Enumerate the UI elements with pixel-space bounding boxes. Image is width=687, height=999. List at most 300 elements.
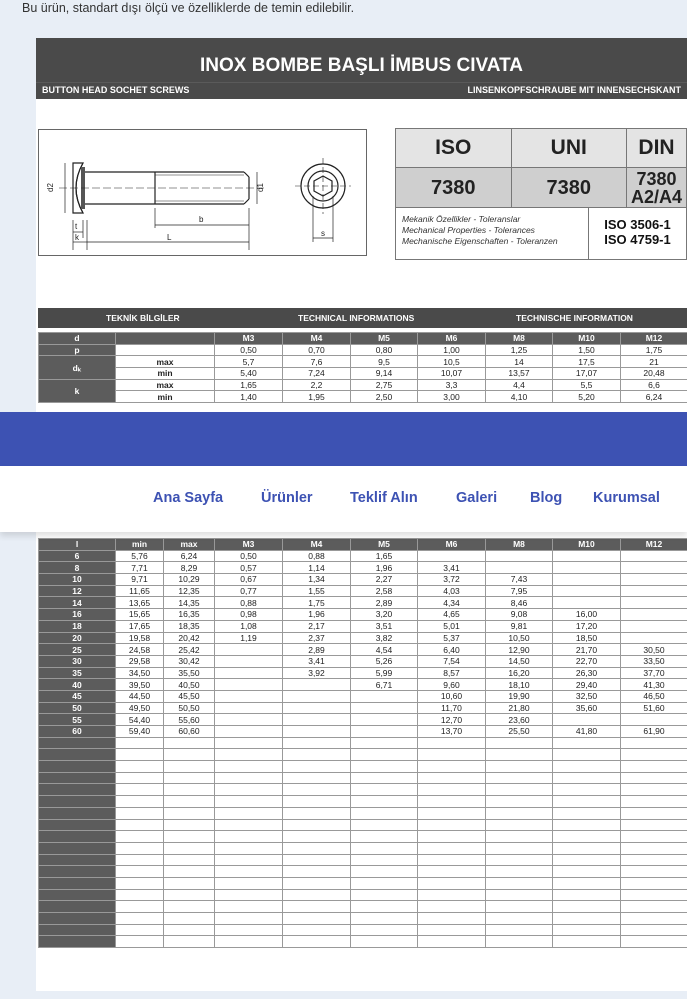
cell: 25,42 [164,644,215,656]
size-header: M10 [553,333,621,345]
table-row [39,609,687,621]
cell [215,877,283,889]
row-label: 55 [39,714,116,726]
cell [164,831,215,843]
cell: 4,54 [351,644,418,656]
cell [164,772,215,784]
cell [418,854,486,866]
cell: 26,30 [553,667,621,679]
cell [486,854,553,866]
table-row [39,597,687,609]
cell [116,772,164,784]
cell [283,901,351,913]
cell [553,562,621,574]
cell [553,761,621,773]
cell [621,784,687,796]
label-t: t [75,222,78,231]
subtitle-en: BUTTON HEAD SOCHET SCREWS [42,85,190,95]
cell: 9,08 [486,609,553,621]
cell: 4,4 [486,379,553,391]
cell [553,901,621,913]
cell: 7,71 [116,562,164,574]
cell [283,913,351,925]
cell [116,737,164,749]
cell [116,831,164,843]
cell: 2,27 [351,574,418,586]
cell [553,924,621,936]
cell [553,819,621,831]
cell: 9,71 [116,574,164,586]
cell [486,819,553,831]
std-value-uni: 7380 [511,168,627,208]
cell: 12,90 [486,644,553,656]
cell [553,597,621,609]
cell [215,690,283,702]
column-header: l [39,539,116,551]
nav-home[interactable]: Ana Sayfa [153,490,224,506]
std-header-uni: UNI [511,129,627,168]
cell: 3,20 [351,609,418,621]
cell [215,831,283,843]
nav-gallery[interactable]: Galeri [456,490,498,506]
cell [164,924,215,936]
cell: 25,50 [486,726,553,738]
empty-row [39,761,687,773]
row-label: 30 [39,655,116,667]
cell: 0,77 [215,585,283,597]
table-row [39,644,687,656]
cell [164,936,215,948]
cell [164,761,215,773]
cell: 16,00 [553,609,621,621]
size-header: M8 [486,333,553,345]
column-header: M4 [283,539,351,551]
cell: 40,50 [164,679,215,691]
cell: 5,99 [351,667,418,679]
cell: 2,50 [351,391,418,403]
cell [553,550,621,562]
cell [621,737,687,749]
cell [164,819,215,831]
cell [486,807,553,819]
cell: 0,50 [215,344,283,356]
cell [116,924,164,936]
cell: 45,50 [164,690,215,702]
cell [215,761,283,773]
screw-drawing-icon [39,130,366,255]
cell [418,889,486,901]
cell [116,807,164,819]
row-label: 14 [39,597,116,609]
cell [283,854,351,866]
cell [39,784,116,796]
cell [621,889,687,901]
table-row [39,632,687,644]
cell: 10,5 [418,356,486,368]
cell: 12,35 [164,585,215,597]
iso-ref-2: ISO 4759-1 [604,232,671,247]
row-label: p [39,344,116,356]
cell [215,819,283,831]
column-header: M10 [553,539,621,551]
cell: 33,50 [621,655,687,667]
cell: 2,58 [351,585,418,597]
cell [621,585,687,597]
cell [39,936,116,948]
cell [621,913,687,925]
cell: 3,41 [418,562,486,574]
table-row [39,620,687,632]
technical-info-bar [38,308,687,328]
cell [283,924,351,936]
cell [351,796,418,808]
cell [39,901,116,913]
cell [486,550,553,562]
empty-row [39,877,687,889]
cell [351,726,418,738]
cell: 20,42 [164,632,215,644]
std-header-din: DIN [627,129,687,168]
cell: 17,07 [553,368,621,380]
cell [621,772,687,784]
max-label: max [116,379,215,391]
mech-line-tr: Mekanik Özellikler - Toleranslar [402,214,521,224]
cell [621,714,687,726]
cell: 2,37 [283,632,351,644]
cell [283,761,351,773]
cell: 17,20 [553,620,621,632]
cell [164,749,215,761]
empty-row [39,854,687,866]
cell [215,702,283,714]
cell [621,819,687,831]
cell: 1,65 [215,379,283,391]
cell [418,784,486,796]
cell [621,609,687,621]
cell [39,842,116,854]
cell: 14,35 [164,597,215,609]
label-s: s [321,229,325,238]
cell: 6,40 [418,644,486,656]
cell [283,807,351,819]
cell [418,749,486,761]
cell [283,796,351,808]
cell [553,936,621,948]
cell [39,924,116,936]
cell [486,866,553,878]
cell: 17,65 [116,620,164,632]
cell [553,842,621,854]
empty-row [39,796,687,808]
cell [621,597,687,609]
label-k: k [75,233,79,242]
cell: 46,50 [621,690,687,702]
row-label: k [39,379,116,402]
cell [215,737,283,749]
row-label: 60 [39,726,116,738]
cell: 9,60 [418,679,486,691]
cell: 2,17 [283,620,351,632]
cell: 5,5 [553,379,621,391]
cell [116,901,164,913]
cell [418,936,486,948]
cell [621,901,687,913]
cell: 51,60 [621,702,687,714]
cell [418,866,486,878]
cell [215,784,283,796]
cell [621,842,687,854]
cell: 1,55 [283,585,351,597]
cell: 18,50 [553,632,621,644]
size-header: M6 [418,333,486,345]
cell [418,772,486,784]
cell: 50,50 [164,702,215,714]
nav-corporate[interactable]: Kurumsal [593,490,660,506]
cell: 18,10 [486,679,553,691]
cell [351,737,418,749]
cell: 5,26 [351,655,418,667]
cell [351,877,418,889]
cell [486,784,553,796]
cell: 1,65 [351,550,418,562]
row-label: 18 [39,620,116,632]
cell [215,796,283,808]
cell [418,550,486,562]
cell [215,913,283,925]
row-label: dₖ [39,356,116,379]
cell: 1,40 [215,391,283,403]
sheet-title: INOX BOMBE BAŞLI İMBUS CIVATA [36,38,687,82]
cell: 14,50 [486,655,553,667]
cell [351,889,418,901]
std-value-iso: 7380 [396,168,512,208]
cell: 15,65 [116,609,164,621]
empty-row [39,772,687,784]
cell: 22,70 [553,655,621,667]
cell: 10,07 [418,368,486,380]
cell [39,772,116,784]
cell [351,749,418,761]
cell: 21,70 [553,644,621,656]
cell [215,772,283,784]
cell [39,889,116,901]
empty-row [39,913,687,925]
column-header: M3 [215,539,283,551]
technical-drawing [38,129,367,256]
cell [283,877,351,889]
cell [283,936,351,948]
cell [486,749,553,761]
cell [553,831,621,843]
cell [116,842,164,854]
cell [621,562,687,574]
cell [39,877,116,889]
table-row [39,574,687,586]
cell: 13,70 [418,726,486,738]
cell: 0,50 [215,550,283,562]
nav-get-quote[interactable]: Teklif Alın [350,490,418,506]
cell [553,737,621,749]
cell: 7,54 [418,655,486,667]
cell: 1,50 [553,344,621,356]
cell: 10,60 [418,690,486,702]
cell [164,796,215,808]
cell [418,831,486,843]
cell: 3,3 [418,379,486,391]
cell [164,854,215,866]
table-row [39,679,687,691]
cell [486,901,553,913]
cell: 3,41 [283,655,351,667]
cell [418,842,486,854]
label-d1: d1 [256,183,265,192]
table-row [39,585,687,597]
cell [418,819,486,831]
cell: 14 [486,356,553,368]
cell: 1,34 [283,574,351,586]
cell: 16,35 [164,609,215,621]
empty-row [39,866,687,878]
cell: 7,43 [486,574,553,586]
size-header: M4 [283,333,351,345]
table-row [39,714,687,726]
table-row [39,655,687,667]
cell [283,784,351,796]
cell [418,737,486,749]
cell [621,807,687,819]
row-label: 20 [39,632,116,644]
size-header: M12 [621,333,687,345]
cell [215,679,283,691]
cell: 5,20 [553,391,621,403]
cell: 10,29 [164,574,215,586]
cell [553,807,621,819]
row-label: 10 [39,574,116,586]
cell [116,784,164,796]
row-label: 45 [39,690,116,702]
cell: 1,96 [283,609,351,621]
cell [39,854,116,866]
cell [164,737,215,749]
cell [418,807,486,819]
cell [418,761,486,773]
row-k-max [39,379,687,391]
cell [39,807,116,819]
cell [486,924,553,936]
min-label: min [116,368,215,380]
top-header-bar [0,412,687,466]
mech-line-de: Mechanische Eigenschaften - Toleranzen [402,236,558,246]
std-header-iso: ISO [396,129,512,168]
cell [215,644,283,656]
column-header: M5 [351,539,418,551]
table-row [39,562,687,574]
cell [553,714,621,726]
cell [215,936,283,948]
cell [39,761,116,773]
cell: 8,46 [486,597,553,609]
cell: 2,2 [283,379,351,391]
cell: 20,48 [621,368,687,380]
cell [418,877,486,889]
cell [621,877,687,889]
cell [351,831,418,843]
cell [283,772,351,784]
cell [283,714,351,726]
empty-row [39,784,687,796]
label-d2: d2 [46,183,55,192]
cell [486,761,553,773]
row-label: 8 [39,562,116,574]
cell [39,749,116,761]
length-table [38,538,687,948]
cell [486,877,553,889]
cell [351,901,418,913]
cell: 5,7 [215,356,283,368]
cell: 8,29 [164,562,215,574]
cell: 55,60 [164,714,215,726]
cell: 30,50 [621,644,687,656]
cell [418,913,486,925]
cell: 0,57 [215,562,283,574]
table-row [39,667,687,679]
cell [215,842,283,854]
cell [39,796,116,808]
cell: 7,24 [283,368,351,380]
cell [164,807,215,819]
cell [351,866,418,878]
cell: 13,65 [116,597,164,609]
cell [351,854,418,866]
cell [39,737,116,749]
cell [116,866,164,878]
label-L: L [167,233,172,242]
cell: 16,20 [486,667,553,679]
cell [283,679,351,691]
cell: 0,98 [215,609,283,621]
max-label: max [116,356,215,368]
cell [621,632,687,644]
cell [621,924,687,936]
table-row [39,702,687,714]
std-value-din: 7380 A2/A4 [627,168,687,208]
cell [215,667,283,679]
tech-label-en: TECHNICAL INFORMATIONS [298,313,415,323]
cell: 6,6 [621,379,687,391]
nav-products[interactable]: Ürünler [261,490,313,506]
cell [116,796,164,808]
tech-label-tr: TEKNİK BİLGİLER [106,313,180,323]
row-k-min [39,391,687,403]
cell [621,866,687,878]
cell: 35,60 [553,702,621,714]
cell [418,901,486,913]
cell: 1,25 [486,344,553,356]
nav-blog[interactable]: Blog [530,490,563,506]
cell [39,913,116,925]
cell: 1,75 [283,597,351,609]
cell: 1,19 [215,632,283,644]
column-header: M12 [621,539,687,551]
cell: 59,40 [116,726,164,738]
cell: 6,24 [621,391,687,403]
size-header: M5 [351,333,418,345]
cell [215,714,283,726]
cell: 41,80 [553,726,621,738]
main-navigation [0,466,687,532]
empty-row [39,842,687,854]
cell [215,749,283,761]
